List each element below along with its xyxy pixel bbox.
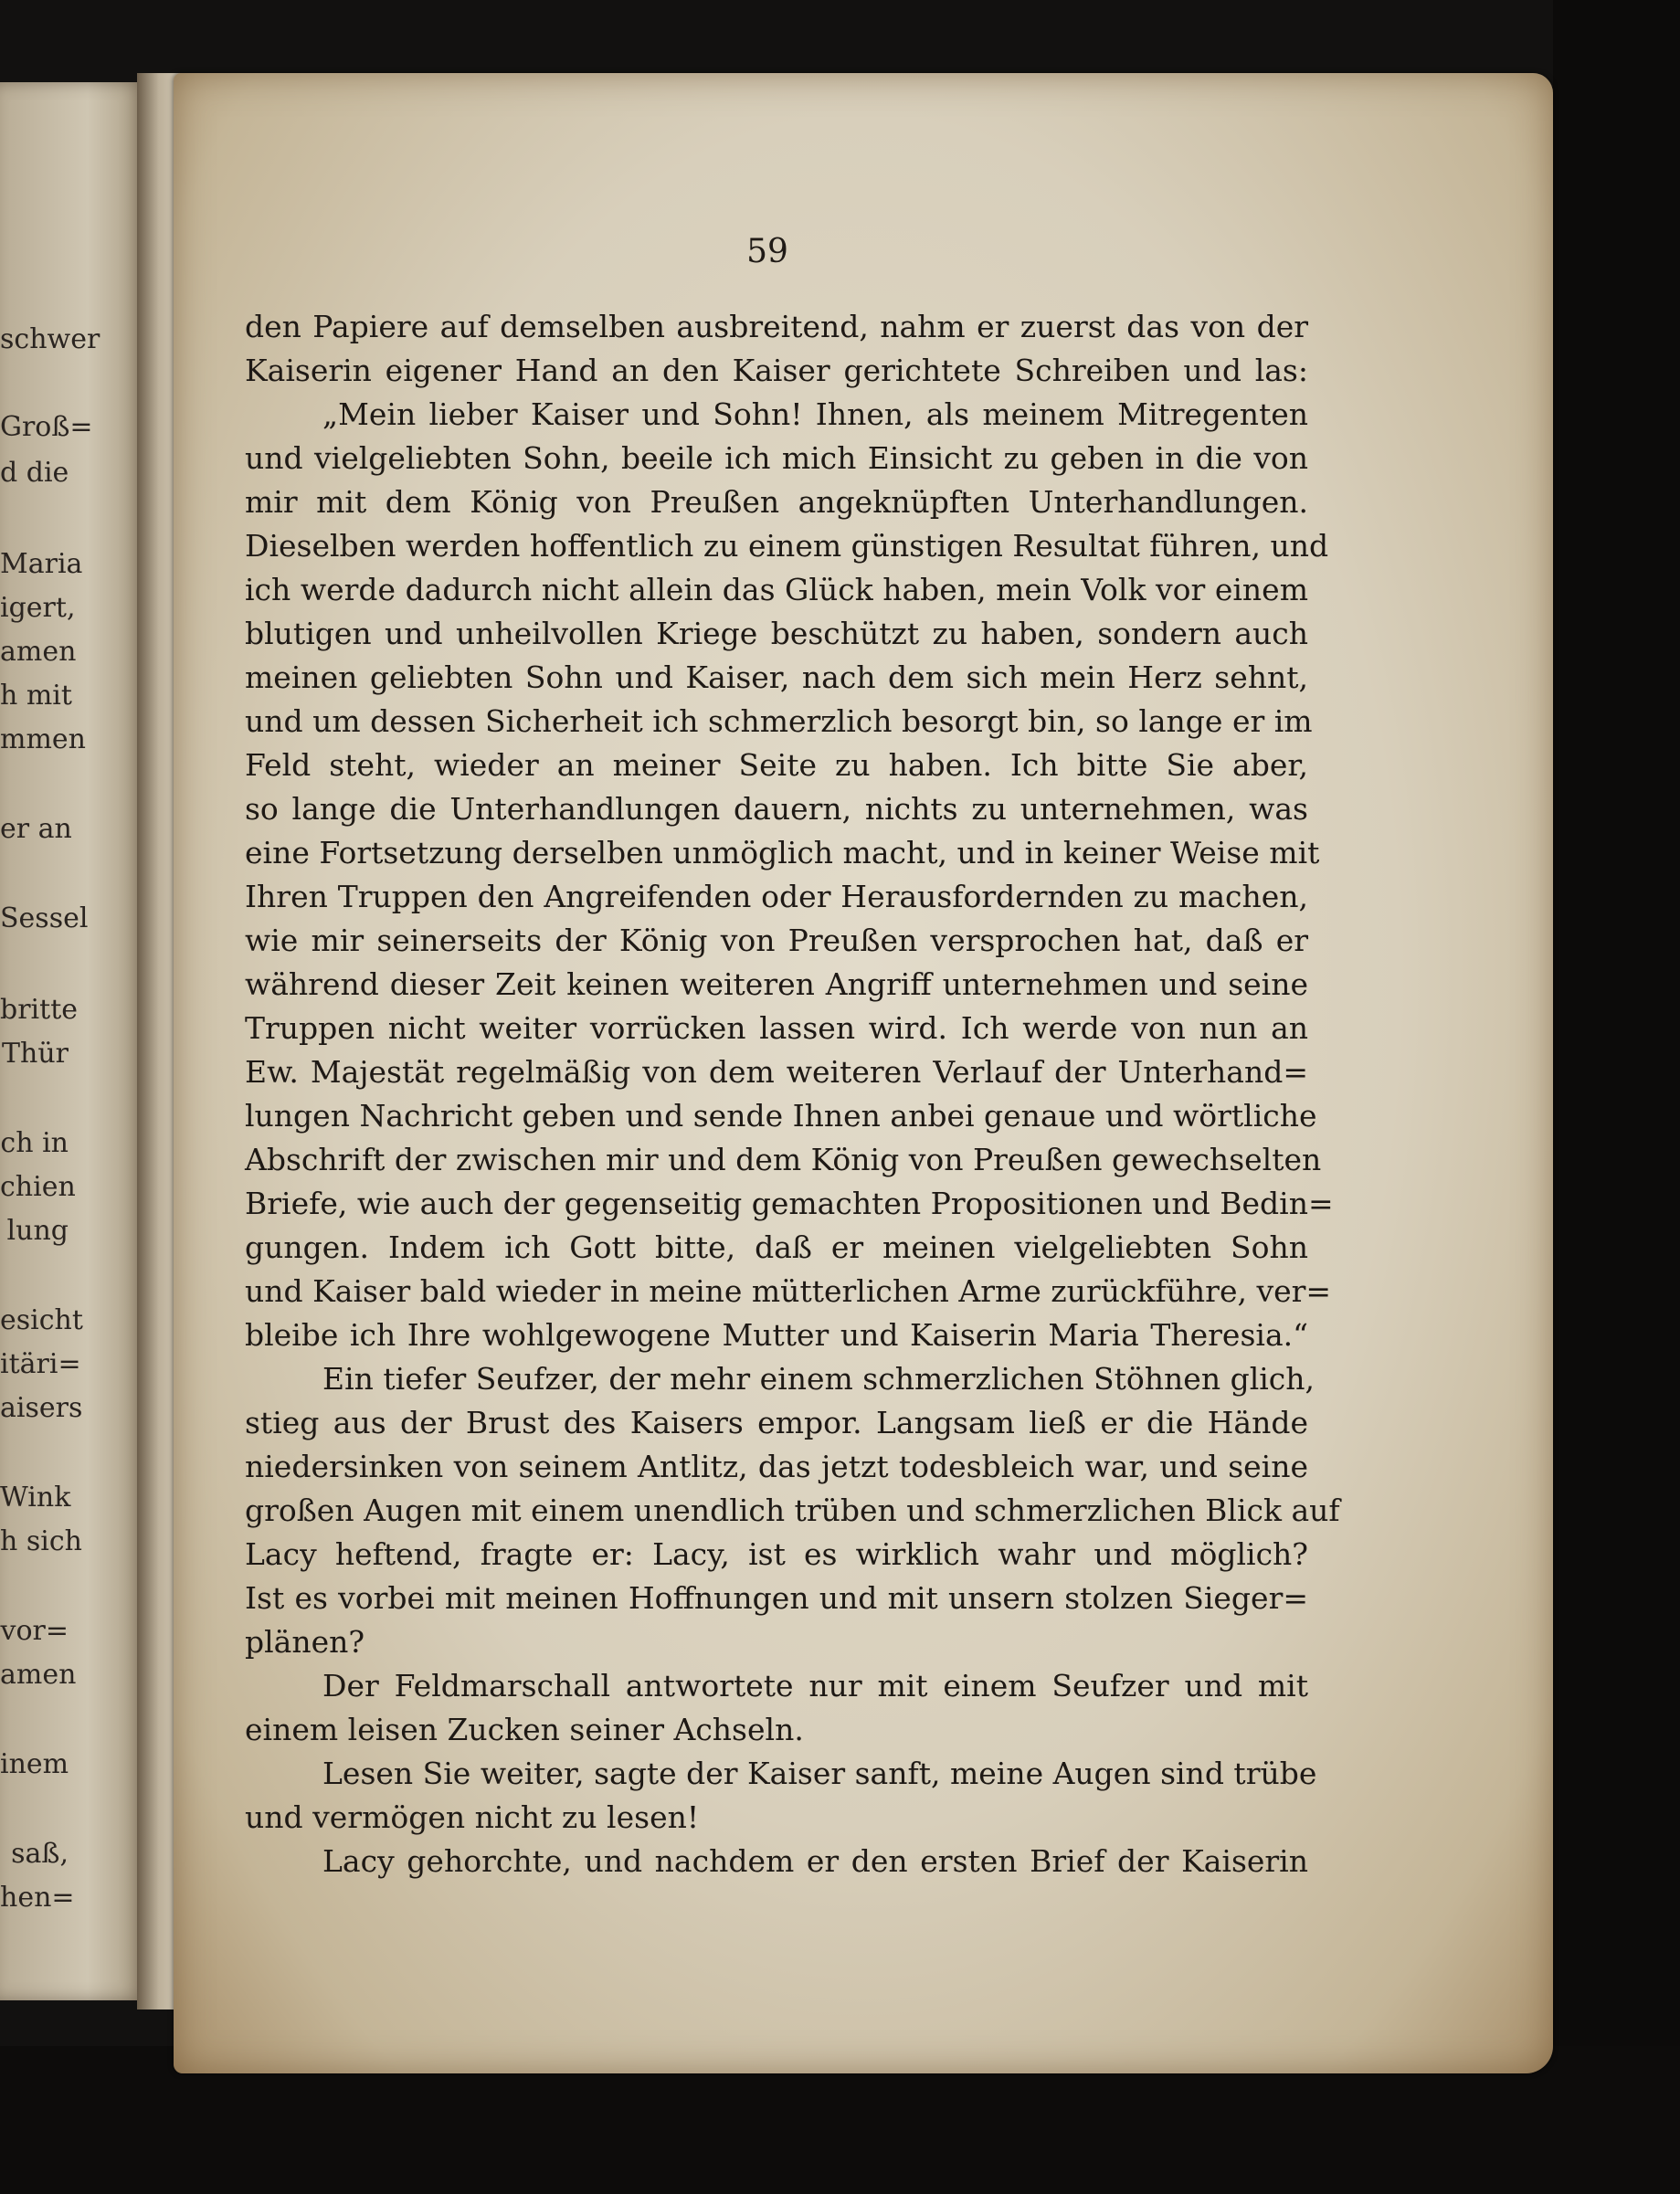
text-line: und vermögen nicht zu lesen! (245, 1799, 700, 1835)
text-line: und vielgeliebten Sohn, beeile ich mich Einsicht zu geben in die von (245, 440, 1308, 476)
text-line: Abschrift der zwischen mir und dem König von Preußen gewechselten (245, 1142, 1322, 1177)
text-line: Der Feldmarschall antwortete nur mit einem Seufzer und mit (322, 1668, 1308, 1704)
left-fragment: inem (0, 1748, 69, 1780)
text-line: Lesen Sie weiter, sagte der Kaiser sanft, meine Augen sind trübe (322, 1756, 1317, 1791)
text-line: Feld steht, wieder an meiner Seite zu haben. Ich bitte Sie aber, (245, 747, 1308, 783)
left-fragment: hen= (0, 1882, 75, 1914)
left-fragment: saß, (11, 1838, 69, 1870)
left-fragment: mmen (0, 723, 86, 755)
text-line: und Kaiser bald wieder in meine mütterlichen Arme zurückführe, ver= (245, 1273, 1332, 1309)
left-fragment: Sessel (0, 902, 89, 934)
text-line: großen Augen mit einem unendlich trüben und schmerzlichen Blick auf (245, 1493, 1340, 1528)
left-fragment: er an (0, 813, 72, 845)
left-fragment: aisers (0, 1392, 83, 1424)
left-fragment: amen (0, 636, 77, 668)
text-line: ich werde dadurch nicht allein das Glück haben, mein Volk vor einem (245, 572, 1308, 607)
text-line: wie mir seinerseits der König von Preußen versprochen hat, daß er (245, 923, 1308, 958)
text-line: Lacy gehorchte, und nachdem er den ersten Brief der Kaiserin (322, 1843, 1308, 1879)
text-line: Lacy heftend, fragte er: Lacy, ist es wirklich wahr und möglich? (245, 1536, 1308, 1572)
text-line: lungen Nachricht geben und sende Ihnen anbei genaue und wörtliche (245, 1098, 1317, 1134)
text-line: Ein tiefer Seufzer, der mehr einem schmerzlichen Stöhnen glich, (322, 1361, 1315, 1397)
text-line: meinen geliebten Sohn und Kaiser, nach dem sich mein Herz sehnt, (245, 659, 1308, 695)
left-fragment: britte (0, 994, 79, 1026)
text-line: „Mein lieber Kaiser und Sohn! Ihnen, als meinem Mitregenten (322, 396, 1308, 432)
left-fragment: amen (0, 1659, 77, 1691)
previous-page (0, 82, 146, 2000)
text-line: Truppen nicht weiter vorrücken lassen wird. Ich werde von nun an (245, 1010, 1308, 1046)
text-line: mir mit dem König von Preußen angeknüpften Unterhandlungen. (245, 484, 1308, 520)
text-line: eine Fortsetzung derselben unmöglich macht, und in keiner Weise mit (245, 835, 1320, 870)
left-fragment: itäri= (0, 1348, 81, 1380)
left-fragment: d die (0, 457, 69, 489)
left-fragment: schwer (0, 323, 100, 355)
text-line: Dieselben werden hoffentlich zu einem günstigen Resultat führen, und (245, 528, 1329, 564)
background-right (1553, 0, 1680, 2194)
text-line: plänen? (245, 1624, 365, 1660)
left-fragment: Groß= (0, 411, 93, 443)
text-line: blutigen und unheilvollen Kriege beschützt zu haben, sondern auch (245, 616, 1308, 651)
text-line: den Papiere auf demselben ausbreitend, nahm er zuerst das von der (245, 309, 1308, 344)
left-fragment: esicht (0, 1304, 83, 1336)
text-line: und um dessen Sicherheit ich schmerzlich besorgt bin, so lange er im (245, 703, 1313, 739)
left-fragment: igert, (0, 592, 76, 624)
left-fragment: ch in (0, 1127, 69, 1159)
text-line: bleibe ich Ihre wohlgewogene Mutter und Kaiserin Maria Theresia.“ (245, 1317, 1308, 1353)
left-fragment: Maria (0, 548, 83, 580)
text-line: Kaiserin eigener Hand an den Kaiser gerichtete Schreiben und las: (245, 353, 1308, 388)
left-fragment: Wink (0, 1482, 71, 1514)
text-line: Briefe, wie auch der gegenseitig gemachten Propositionen und Bedin= (245, 1186, 1334, 1221)
text-line: niedersinken von seinem Antlitz, das jetzt todesbleich war, und seine (245, 1449, 1308, 1484)
text-line: so lange die Unterhandlungen dauern, nichts zu unternehmen, was (245, 791, 1308, 827)
page-number: 59 (746, 233, 788, 270)
text-line: stieg aus der Brust des Kaisers empor. Langsam ließ er die Hände (245, 1405, 1308, 1440)
body-text (245, 305, 1340, 1883)
left-fragment: lung (6, 1215, 69, 1247)
text-line: während dieser Zeit keinen weiteren Angriff unternehmen und seine (245, 966, 1308, 1002)
text-line: einem leisen Zucken seiner Achseln. (245, 1712, 804, 1747)
left-fragment: h mit (0, 680, 72, 712)
left-fragment: Thür (2, 1038, 69, 1070)
text-line: Ihren Truppen den Angreifenden oder Herausfordernden zu machen, (245, 879, 1308, 914)
text-line: gungen. Indem ich Gott bitte, daß er meinen vielgeliebten Sohn (245, 1229, 1308, 1265)
left-fragment: vor= (0, 1615, 69, 1647)
left-fragment: h sich (0, 1525, 82, 1557)
text-line: Ist es vorbei mit meinen Hoffnungen und mit unsern stolzen Sieger= (245, 1580, 1308, 1616)
text-line: Ew. Majestät regelmäßig von dem weiteren Verlauf der Unterhand= (245, 1054, 1308, 1090)
left-fragment: chien (0, 1171, 76, 1203)
